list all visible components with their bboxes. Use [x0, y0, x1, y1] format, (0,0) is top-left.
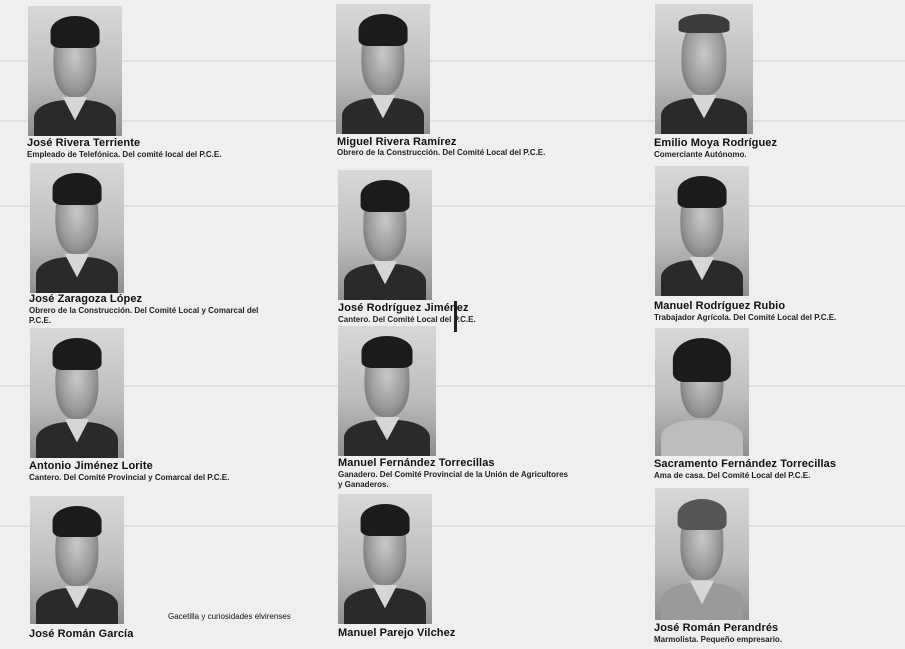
person-description: Ama de casa. Del Comité Local del P.C.E. — [654, 471, 811, 480]
person-description: Cantero. Del Comité Local del P.C.E. — [338, 315, 476, 324]
person-description: Obrero de la Construcción. Del Comité Local del P.C.E. — [337, 148, 546, 157]
person-description: Empleado de Telefónica. Del comité local del P.C.E. — [27, 150, 222, 159]
person-name: José Rodríguez Jiménez — [338, 302, 469, 314]
person-name: José Rivera Terriente — [27, 137, 141, 149]
person-description: Obrero de la Construcción. Del Comité Local y Comarcal del P.C.E. — [29, 306, 259, 325]
portrait-photo — [28, 6, 122, 136]
person-name: Manuel Parejo Vilchez — [338, 627, 456, 639]
portrait-photo — [30, 496, 124, 624]
ghost-text-line — [0, 385, 905, 387]
portrait-photo — [30, 328, 124, 458]
portrait-photo — [338, 326, 436, 456]
person-name: José Román Perandrés — [654, 622, 779, 634]
portrait-photo — [338, 170, 432, 300]
portrait-photo — [655, 4, 753, 134]
portrait-photo — [655, 166, 749, 296]
person-name: Manuel Fernández Torrecillas — [338, 457, 495, 469]
ghost-text-line — [0, 525, 905, 527]
person-description: Ganadero. Del Comité Provincial de la Unión de Agricultores y Ganaderos. — [338, 470, 568, 489]
portrait-photo — [336, 4, 430, 134]
portrait-photo — [655, 488, 749, 620]
person-description: Comerciante Autónomo. — [654, 150, 747, 159]
person-description: Cantero. Del Comité Provincial y Comarcal del P.C.E. — [29, 473, 230, 482]
ghost-text-line — [0, 205, 905, 207]
ghost-text-line — [0, 60, 905, 62]
person-description: Trabajador Agrícola. Del Comité Local del P.C.E. — [654, 313, 837, 322]
person-name: Sacramento Fernández Torrecillas — [654, 458, 837, 470]
person-description: Marmolista. Pequeño empresario. — [654, 635, 783, 644]
portrait-photo — [655, 328, 749, 456]
portrait-photo — [30, 163, 124, 293]
watermark-text: Gacetilla y curiosidades elvirenses — [168, 612, 291, 621]
person-name: Antonio Jiménez Lorite — [29, 460, 153, 472]
portrait-photo — [338, 494, 432, 624]
person-name: José Román García — [29, 628, 134, 640]
person-name: José Zaragoza López — [29, 293, 143, 305]
person-name: Miguel Rivera Ramírez — [337, 136, 457, 148]
person-name: Manuel Rodríguez Rubio — [654, 300, 786, 312]
ghost-text-line — [0, 120, 905, 122]
person-name: Emilio Moya Rodríguez — [654, 137, 778, 149]
